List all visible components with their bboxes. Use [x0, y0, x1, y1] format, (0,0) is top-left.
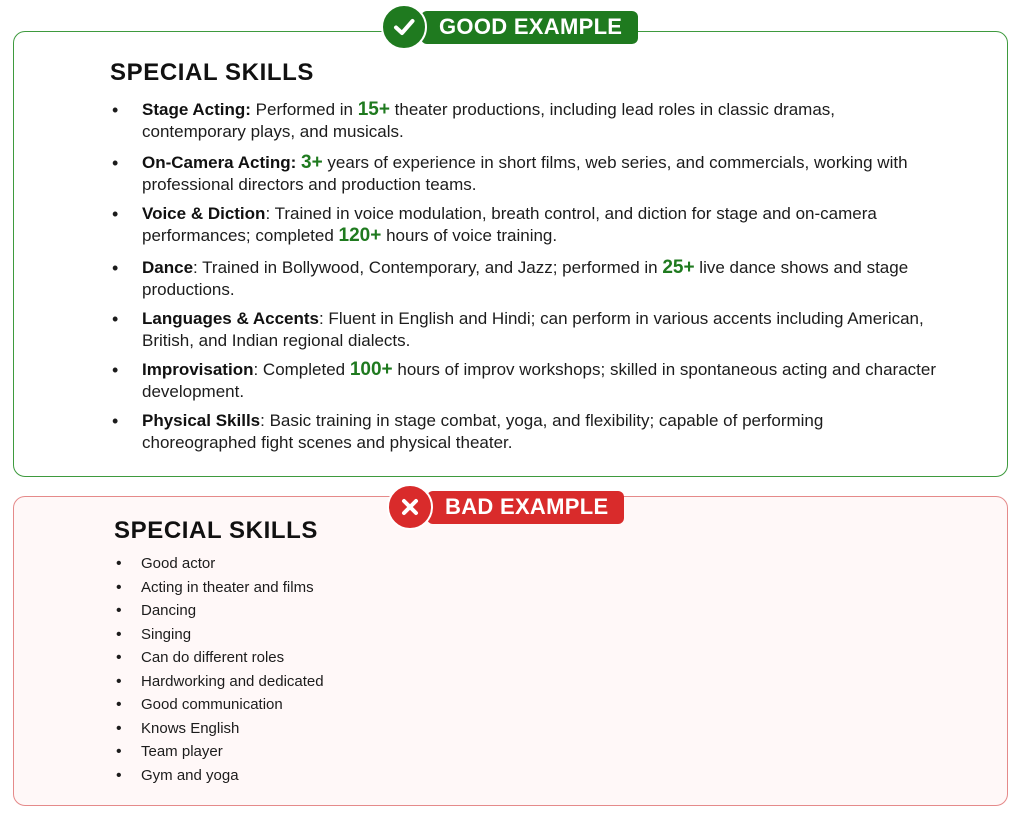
list-item — [110, 257, 940, 301]
skill-text: hours of voice training. — [381, 226, 558, 245]
skill-text: theater productions, including lead roles in classic dramas, contemporary plays, and musicals. — [142, 100, 836, 141]
highlight-number: 25+ — [662, 257, 695, 278]
skill-text: : Completed — [253, 360, 350, 379]
list-item — [110, 359, 940, 403]
skill-text: Performed in — [250, 100, 358, 119]
list-item — [110, 99, 940, 143]
list-item: • Dancing — [114, 599, 324, 623]
list-item — [110, 308, 940, 352]
skill-name: Physical Skills — [142, 411, 261, 430]
list-item: • Good actor — [114, 552, 324, 576]
skill-text: : Trained in voice modulation, breath control, and diction for stage and on-camera performances; completed — [142, 204, 877, 245]
list-item — [110, 152, 940, 196]
good-skills-list — [110, 99, 940, 454]
list-item: • Acting in theater and films — [114, 576, 324, 600]
skill-text: : Basic training in stage combat, yoga, and flexibility; capable of performing choreographed fight scenes and physical theater. — [142, 411, 824, 452]
check-icon — [381, 4, 427, 50]
list-item: • Can do different roles — [114, 646, 324, 670]
x-icon — [387, 484, 433, 530]
highlight-number: 120+ — [338, 225, 382, 246]
bad-example-badge — [387, 484, 624, 530]
skill-name: On-Camera Acting: — [142, 153, 297, 172]
bad-example-label: BAD EXAMPLE — [427, 491, 624, 524]
skill-name: Dance — [142, 258, 194, 277]
highlight-number: 3+ — [301, 152, 323, 173]
list-item: • Knows English — [114, 717, 324, 741]
skill-name: Improvisation — [142, 360, 254, 379]
skill-name: Languages & Accents — [142, 309, 319, 328]
skill-text: : Trained in Bollywood, Contemporary, and Jazz; performed in — [193, 258, 663, 277]
skill-text: live dance shows and stage productions. — [142, 258, 909, 299]
bad-section-heading: SPECIAL SKILLS — [114, 517, 318, 544]
skill-text: hours of improv workshops; skilled in spontaneous acting and character development. — [142, 360, 937, 401]
skill-text: : Fluent in English and Hindi; can perform in various accents including American, British, and Indian regional dialects. — [142, 309, 924, 350]
list-item — [110, 410, 940, 454]
list-item: • Good communication — [114, 693, 324, 717]
list-item: • Hardworking and dedicated — [114, 670, 324, 694]
good-example-badge — [381, 4, 638, 50]
list-item: • Singing — [114, 623, 324, 647]
skill-name: Stage Acting: — [142, 100, 251, 119]
good-example-label: GOOD EXAMPLE — [421, 11, 638, 44]
list-item: • Team player — [114, 740, 324, 764]
skill-name: Voice & Diction — [142, 204, 266, 223]
good-section-heading: SPECIAL SKILLS — [110, 59, 314, 86]
skill-text: years of experience in short films, web series, and commercials, working with professional directors and production teams. — [142, 153, 908, 194]
highlight-number: 100+ — [349, 359, 393, 380]
highlight-number: 15+ — [357, 99, 390, 120]
list-item: • Gym and yoga — [114, 764, 324, 788]
bad-skills-list — [114, 552, 324, 787]
list-item — [110, 203, 940, 247]
